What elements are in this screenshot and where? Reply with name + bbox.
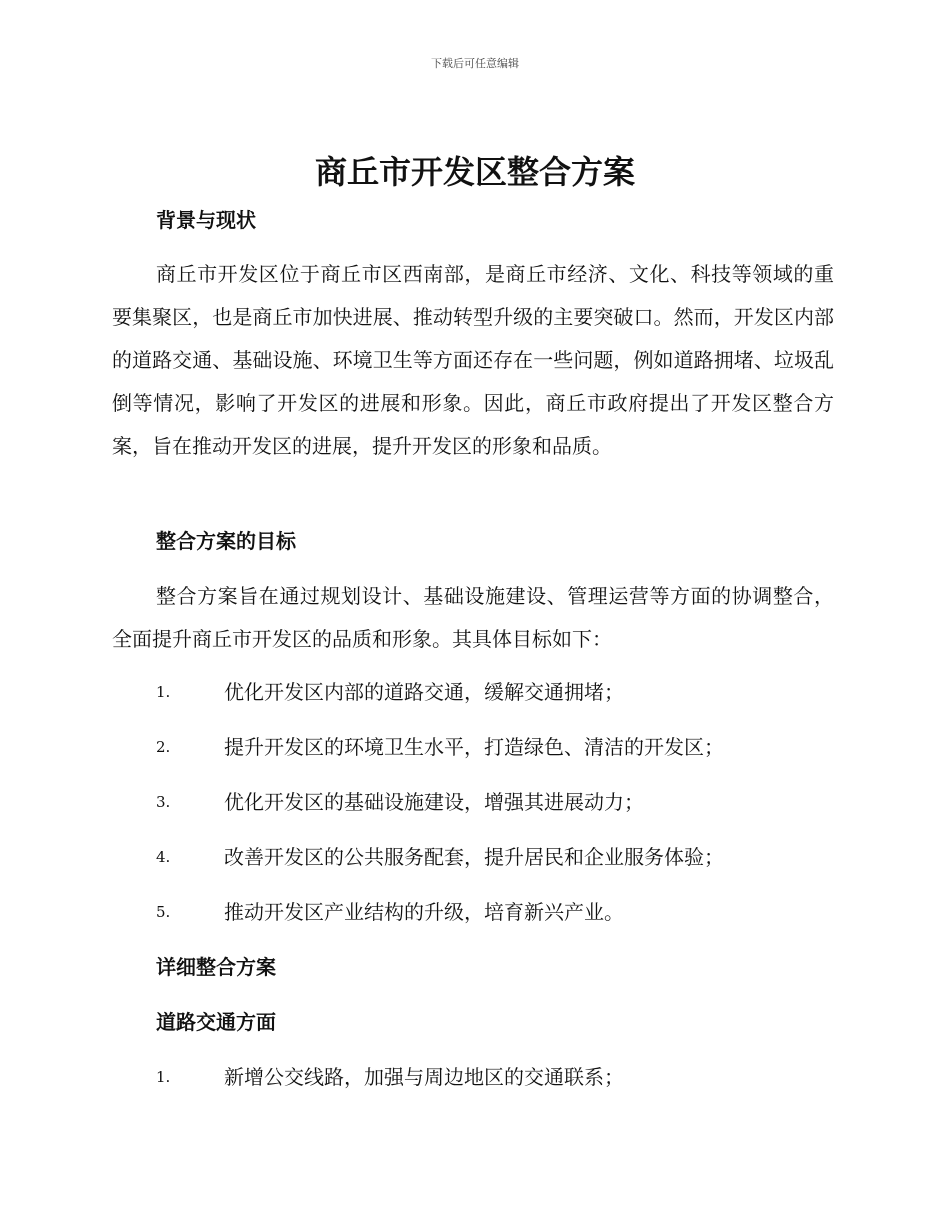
goal-item <box>156 787 836 817</box>
list-item-text: 改善开发区的公共服务配套，提升居民和企业服务体验； <box>224 845 724 869</box>
traffic-item <box>156 1062 836 1092</box>
section-heading-background: 背景与现状 <box>156 208 256 232</box>
list-item-text: 推动开发区产业结构的升级，培育新兴产业。 <box>224 900 624 924</box>
background-paragraph: 商丘市开发区位于商丘市区西南部，是商丘市经济、文化、科技等领域的重要集聚区，也是商丘市加快进展、推动转型升级的主要突破口。然而，开发区内部的道路交通、基础设施、环境卫生等方面还存在一些问题，例如道路拥堵、垃圾乱倒等情况，影响了开发区的进展和形象。因此，商丘市政府提出了开发区整合方案，旨在推动开发区的进展，提升开发区的形象和品质。 <box>112 262 834 458</box>
section-heading-detail: 详细整合方案 <box>156 955 276 979</box>
document-title: 商丘市开发区整合方案 <box>314 153 635 191</box>
list-number: 2. <box>156 738 171 756</box>
list-item-text: 优化开发区的基础设施建设，增强其进展动力； <box>224 790 644 814</box>
goal-item <box>156 732 836 762</box>
goals-paragraph: 整合方案旨在通过规划设计、基础设施建设、管理运营等方面的协调整合，全面提升商丘市开发区的品质和形象。其具体目标如下： <box>112 584 834 651</box>
goal-item <box>156 842 836 872</box>
list-item-text: 优化开发区内部的道路交通，缓解交通拥堵； <box>224 680 624 704</box>
goal-item <box>156 897 836 927</box>
list-number: 4. <box>156 848 171 866</box>
goal-item <box>156 677 836 707</box>
list-number: 5. <box>156 903 171 921</box>
list-item-text: 新增公交线路，加强与周边地区的交通联系； <box>224 1065 624 1089</box>
list-number: 3. <box>156 793 171 811</box>
list-number: 1. <box>156 1068 171 1086</box>
section-heading-goals: 整合方案的目标 <box>156 529 296 553</box>
list-number: 1. <box>156 683 171 701</box>
list-item-text: 提升开发区的环境卫生水平，打造绿色、清洁的开发区； <box>224 735 724 759</box>
section-heading-traffic: 道路交通方面 <box>156 1010 276 1034</box>
header-note: 下载后可任意编辑 <box>431 57 519 70</box>
